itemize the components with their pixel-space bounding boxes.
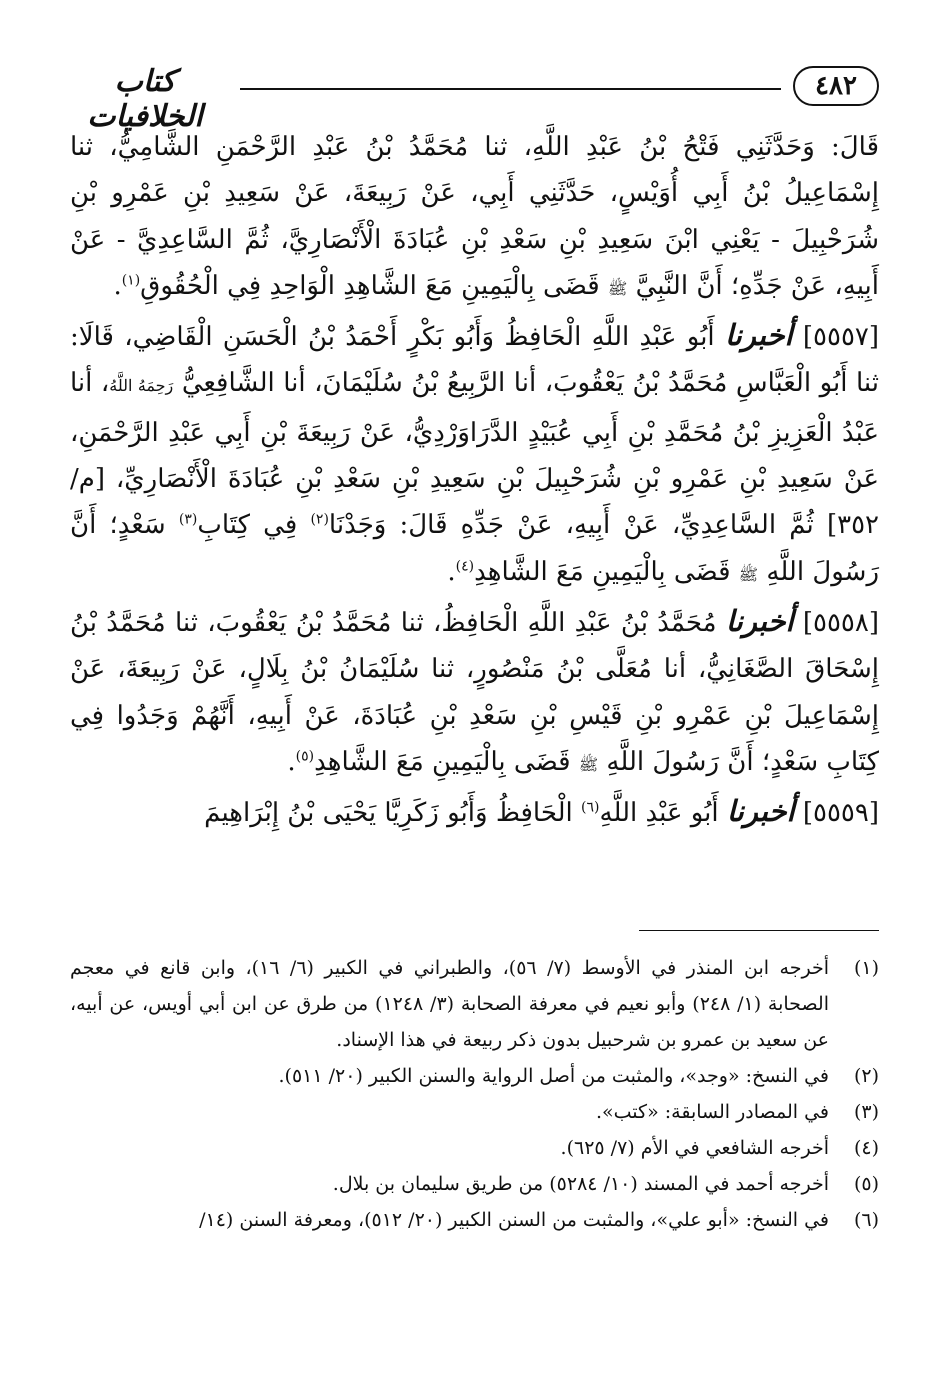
entry-text: الْحَافِظُ وَأَبُو زَكَرِيَّا يَحْيَى بْنُ إِبْرَاهِيمَ [204, 798, 573, 829]
footnote-ref: (٦) [581, 799, 600, 816]
manuscript-ref: [م/٣٥٢] [70, 464, 880, 541]
footnote-number: (٣) [853, 1101, 879, 1123]
entry-text: ، أنا عَبْدُ الْعَزِيزِ بْنُ مُحَمَّدِ بْنِ أَبِي عُبَيْدٍ الدَّرَاوَرْدِيُّ، عَنْ رَبِيعَةَ بْنِ أَبِي عَبْدِ الرَّحْمَنِ، عَنْ سَعِيدِ بْنِ عَمْرِو بْنِ شُرَحْبِيلَ بْنِ سَعِيدِ بْنِ سَعْدِ بْنِ عُبَادَةَ الْأَنْصَارِيِّ، [70, 368, 879, 495]
entry-text: فِي كِتَابِ [197, 510, 298, 541]
para-text: قَضَى بِالْيَمِينِ مَعَ الشَّاهِدِ الْوَاحِدِ فِي الْحُقُوقِ [140, 270, 600, 301]
akhbarana-label: أخبرنا [725, 603, 794, 638]
main-text [70, 124, 879, 836]
entry-text: أَبُو عَبْدِ اللَّهِ الْحَافِظُ وَأَبُو بَكْرٍ أَحْمَدُ بْنُ الْحَسَنِ الْقَاضِي، قَالَا: ثنا أَبُو الْعَبَّاسِ مُحَمَّدُ بْنُ يَعْقُوبَ، أنا الرَّبِيعُ بْنُ سُلَيْمَانَ، أنا الشَّافِعِيُّ [70, 322, 880, 399]
footnote-item [70, 1166, 879, 1202]
footnote-item [70, 1202, 879, 1238]
footnote-text: أخرجه الشافعي في الأم (٧/ ٦٢٥). [560, 1137, 829, 1159]
page-number: ٤٨٢ [793, 66, 879, 106]
akhbarana-label: أخبرنا [724, 318, 793, 353]
footnote-text: أخرجه ابن المنذر في الأوسط (٧/ ٥٦)، والطبراني في الكبير (٦/ ١٦)، وابن قانع في معجم الصحابة (١/ ٢٤٨) وأبو نعيم في معرفة الصحابة (٣/ ١٢٤٨) من طرق عن ابن أبي أويس، عن أبيه، عن سعيد بن عمرو بن شرحبيل بدون ذكر ربيعة في هذا الإسناد. [70, 957, 829, 1051]
entry-text: مُحَمَّدُ بْنُ عَبْدِ اللَّهِ الْحَافِظُ، ثنا مُحَمَّدُ بْنُ يَعْقُوبَ، ثنا مُحَمَّدُ بْنُ إِسْحَاقَ الصَّغَانِيُّ، أنا مُعَلَّى بْنُ مَنْصُورٍ، ثنا سُلَيْمَانُ بْنُ بِلَالٍ، عَنْ رَبِيعَةَ، عَنْ إِسْمَاعِيلَ بْنِ عَمْرِو بْنِ قَيْسِ بْنِ سَعْدِ بْنِ عُبَادَةَ، عَنْ أَبِيهِ، أَنَّهُمْ وَجَدُوا فِي كِتَابِ سَعْدٍ؛ أَنَّ رَسُولَ اللَّهِ [70, 607, 879, 777]
para-text: قَالَ: وَحَدَّثَنِي فَتْحُ بْنُ عَبْدِ اللَّهِ، ثنا مُحَمَّدُ بْنُ عَبْدِ الرَّحْمَنِ الشَّامِيُّ، ثنا إِسْمَاعِيلُ بْنُ أَبِي أُوَيْسٍ، حَدَّثَنِي أَبِي، عَنْ رَبِيعَةَ، عَنْ سَعِيدِ بْنِ عَمْرِو بْنِ شُرَحْبِيلَ - يَعْنِي ابْنَ سَعِيدِ بْنِ سَعْدِ بْنِ عُبَادَةَ الْأَنْصَارِيَّ، ثُمَّ السَّاعِدِيَّ - عَنْ أَبِيهِ، عَنْ جَدِّهِ؛ أَنَّ النَّبِيَّ [70, 132, 879, 301]
entry-number: [٥٥٥٩] [802, 798, 879, 829]
hadith-entry-5557: [٥٥٥٧] أخبرنا أَبُو عَبْدِ اللَّهِ الْحَافِظُ وَأَبُو بَكْرٍ أَحْمَدُ بْنُ الْحَسَنِ الْقَاضِي، قَالَا: ثنا أَبُو الْعَبَّاسِ مُحَمَّدُ بْنُ يَعْقُوبَ، أنا الرَّبِيعُ بْنُ سُلَيْمَانَ، أنا الشَّافِعِيُّ رَحِمَهُ اللَّهُ، أنا عَبْدُ الْعَزِيزِ بْنُ مُحَمَّدِ بْنِ أَبِي عُبَيْدٍ الدَّرَاوَرْدِيُّ، عَنْ رَبِيعَةَ بْنِ أَبِي عَبْدِ الرَّحْمَنِ، عَنْ سَعِيدِ بْنِ عَمْرِو بْنِ شُرَحْبِيلَ بْنِ سَعِيدِ بْنِ سَعْدِ بْنِ عُبَادَةَ الْأَنْصَارِيِّ، [م/٣٥٢] ثُمَّ السَّاعِدِيِّ، عَنْ أَبِيهِ، عَنْ جَدِّهِ قَالَ: وَجَدْنَا$^{(٢)}$ فِي كِتَابِ$^{(٣)}$ سَعْدٍ؛ أَنَّ رَسُولَ اللَّهِ ﷺ قَضَى بِالْيَمِينِ مَعَ الشَّاهِدِ$^{(٤)}$. [70, 318, 880, 587]
footnote-text: في النسخ: «أبو علي»، والمثبت من السنن الكبير (٢٠/ ٥١٢)، ومعرفة السنن (١٤/ [199, 1209, 829, 1231]
footnote-ref: (٥) [295, 748, 315, 765]
footnote-ref: (٢) [310, 511, 329, 528]
entry-number: [٥٥٥٨] [802, 607, 880, 638]
hadith-entry-5558: [٥٥٥٨] أخبرنا مُحَمَّدُ بْنُ عَبْدِ اللَّهِ الْحَافِظُ، ثنا مُحَمَّدُ بْنُ يَعْقُوبَ، ثنا مُحَمَّدُ بْنُ إِسْحَاقَ الصَّغَانِيُّ، أنا مُعَلَّى بْنُ مَنْصُورٍ، ثنا سُلَيْمَانُ بْنُ بِلَالٍ، عَنْ رَبِيعَةَ، عَنْ إِسْمَاعِيلَ بْنِ عَمْرِو بْنِ قَيْسِ بْنِ سَعْدِ بْنِ عُبَادَةَ، عَنْ أَبِيهِ، أَنَّهُمْ وَجَدُوا فِي كِتَابِ سَعْدٍ؛ أَنَّ رَسُولَ اللَّهِ ﷺ قَضَى بِالْيَمِينِ مَعَ الشَّاهِدِ$^{(٥)}$. [70, 603, 880, 777]
footnote-item [70, 950, 879, 1058]
salawat-symbol: ﷺ [578, 754, 599, 774]
footnote-number: (١) [853, 957, 879, 979]
salawat-symbol: ﷺ [738, 564, 759, 584]
footnote-item [70, 1058, 879, 1094]
footnote-item [70, 1094, 879, 1130]
footnote-number: (٤) [853, 1137, 879, 1159]
footnotes [70, 950, 879, 1238]
footnote-divider [639, 930, 879, 931]
header-rule [240, 88, 781, 90]
footnote-ref: (٣) [178, 511, 198, 528]
footnote-ref: (٤) [455, 558, 475, 575]
salawat-symbol: ﷺ [607, 278, 628, 298]
footnote-number: (٦) [853, 1209, 879, 1231]
footnote-number: (٢) [853, 1065, 879, 1087]
footnote-text: في النسخ: «وجد»، والمثبت من أصل الرواية والسنن الكبير (٢٠/ ٥١١). [278, 1065, 829, 1087]
entry-text: قَضَى بِالْيَمِينِ مَعَ الشَّاهِدِ [314, 746, 571, 777]
footnote-text: في المصادر السابقة: «كتب». [595, 1101, 829, 1123]
footnote-text: أخرجه أحمد في المسند (١٠/ ٥٢٨٤) من طريق سليمان بن بلال. [332, 1173, 829, 1195]
entry-number: [٥٥٥٧] [802, 322, 880, 353]
page-header [60, 62, 879, 134]
rahimahullah-symbol: رَحِمَهُ اللَّهُ [109, 376, 174, 396]
hadith-entry-5559 [70, 788, 879, 836]
entry-text: أَبُو عَبْدِ اللَّهِ [599, 798, 719, 829]
footnote-number: (٥) [853, 1173, 879, 1195]
footnote-item [70, 1130, 879, 1166]
entry-text: سَعْدٍ؛ أَنَّ رَسُولَ اللَّهِ [70, 510, 879, 587]
entry-text: قَضَى بِالْيَمِينِ مَعَ الشَّاهِدِ [474, 556, 731, 587]
akhbarana-label: أخبرنا [726, 794, 795, 829]
footnote-ref: (١) [121, 272, 141, 289]
paragraph-continuation: قَالَ: وَحَدَّثَنِي فَتْحُ بْنُ عَبْدِ اللَّهِ، ثنا مُحَمَّدُ بْنُ عَبْدِ الرَّحْمَنِ الشَّامِيُّ، ثنا إِسْمَاعِيلُ بْنُ أَبِي أُوَيْسٍ، حَدَّثَنِي أَبِي، عَنْ رَبِيعَةَ، عَنْ سَعِيدِ بْنِ عَمْرِو بْنِ شُرَحْبِيلَ - يَعْنِي ابْنَ سَعِيدِ بْنِ سَعْدِ بْنِ عُبَادَةَ الْأَنْصَارِيَّ، ثُمَّ السَّاعِدِيَّ - عَنْ أَبِيهِ، عَنْ جَدِّهِ؛ أَنَّ النَّبِيَّ ﷺ قَضَى بِالْيَمِينِ مَعَ الشَّاهِدِ الْوَاحِدِ فِي الْحُقُوقِ$^{(١)}$. [70, 132, 879, 301]
book-title: كتاب الخلافيات [87, 64, 203, 134]
entry-text: ثُمَّ السَّاعِدِيِّ، عَنْ أَبِيهِ، عَنْ جَدِّهِ قَالَ: وَجَدْنَا [328, 510, 814, 541]
